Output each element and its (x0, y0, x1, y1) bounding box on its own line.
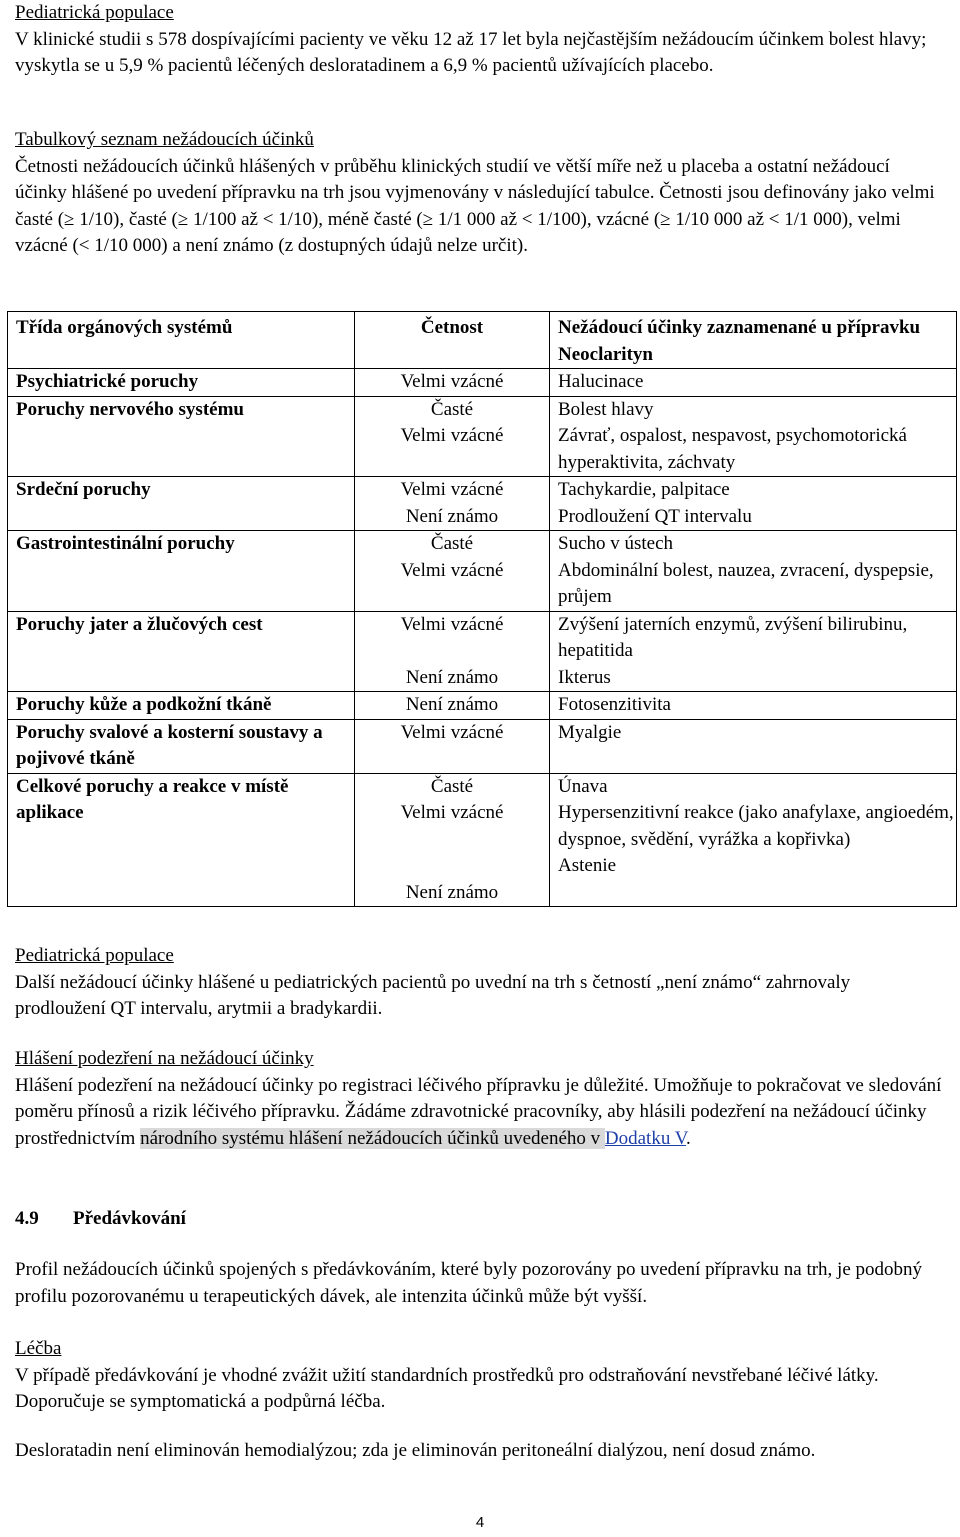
adverse-effects-table (7, 311, 957, 907)
frequency-cell (355, 719, 550, 773)
section-heading: Tabulkový seznam nežádoucích účinků (15, 129, 314, 150)
header-effects: Nežádoucí účinky zaznamenané u přípravku Neoclarityn (550, 312, 957, 369)
section-heading: Hlášení podezření na nežádoucí účinky (15, 1048, 314, 1069)
effect-value: Abdominální bolest, nauzea, zvracení, dyspepsie, průjem (558, 559, 934, 607)
frequency-value: Velmi vzácné (400, 721, 504, 743)
effects-cell (550, 477, 957, 531)
frequency-value: Není známo (405, 694, 499, 715)
frequency-value: Časté (430, 398, 474, 420)
section-heading: Pediatrická populace (15, 945, 174, 966)
section-number: 4.9 (15, 1208, 39, 1229)
reporting-text: Hlášení podezření na nežádoucí účinky po registraci léčivého přípravku je důležité. Umožňuje to pokračovat ve sledování poměru přínosů a rizik léčivého přípravku. Žádáme zdravotnické pracovníky, aby hlásili podezření na nežádoucí účinky prostřednictvím (15, 1074, 942, 1149)
soc-cell: Poruchy nervového systému (8, 396, 355, 477)
soc-cell: Poruchy kůže a podkožní tkáně (8, 692, 355, 720)
effects-cell (550, 719, 957, 773)
paragraph: Četnosti nežádoucích účinků hlášených v průběhu klinických studií ve větší míře než u placeba a ostatní nežádoucí účinky hlášené po uvedení přípravku na trh jsou vyjmenovány v následující tabulce. Četnosti jsou definovány jako velmi časté (≥ 1/10), časté (≥ 1/100 až < 1/10), méně časté (≥ 1/1 000 až < 1/100), vzácné (≥ 1/10 000 až < 1/1 000), velmi vzácné (< 1/10 000) a není známo (z dostupných údajů nelze určit). (15, 155, 935, 256)
frequency-value: Velmi vzácné (400, 425, 504, 446)
pediatric-section-2 (15, 943, 945, 1023)
section-4-9 (15, 1206, 945, 1233)
table-row (8, 477, 957, 531)
frequency-cell (355, 396, 550, 477)
frequency-cell (355, 531, 550, 612)
overdose-profile (15, 1257, 945, 1310)
table-row (8, 396, 957, 477)
header-soc: Třída orgánových systémů (8, 312, 355, 369)
effect-value: Tachykardie, palpitace (558, 479, 730, 500)
reporting-section (15, 1046, 945, 1152)
effect-value: Fotosenzitivita (558, 694, 671, 715)
effects-cell (550, 773, 957, 907)
effect-value: Hypersenzitivní reakce (jako anafylaxe, angioedém, dyspnoe, svědění, vyrážka a kopřivka) (558, 802, 954, 850)
frequency-value: Velmi vzácné (400, 479, 504, 500)
tabular-list-section (15, 127, 945, 260)
frequency-value: Časté (430, 775, 474, 797)
frequency-spacer (355, 853, 549, 880)
frequency-value: Není známo (405, 881, 499, 903)
effects-cell (550, 369, 957, 397)
frequency-cell (355, 369, 550, 397)
table-row (8, 531, 957, 612)
table-row (8, 773, 957, 907)
effects-cell (550, 396, 957, 477)
effect-value: Myalgie (558, 721, 622, 743)
effect-value: Závrať, ospalost, nespavost, psychomotorická hyperaktivita, záchvaty (558, 425, 907, 473)
effect-value: Ikterus (558, 666, 611, 688)
effects-cell (550, 692, 957, 720)
section-title (15, 1206, 945, 1233)
treatment-section (15, 1336, 945, 1416)
paragraph: Profil nežádoucích účinků spojených s předávkováním, které byly pozorovány po uvedení přípravku na trh, je podobný profilu pozorovanému u terapeutických dávek, ale intenzita účinků může být vyšší. (15, 1259, 923, 1307)
paragraph (15, 1073, 945, 1153)
frequency-value: Není známo (405, 666, 499, 688)
table-header-row (8, 312, 957, 369)
table-row (8, 611, 957, 692)
table-row (8, 369, 957, 397)
effect-value: Astenie (558, 855, 617, 876)
table-row (8, 692, 957, 720)
paragraph: V případě předávkování je vhodné zvážit užití standardních prostředků pro odstraňování nevstřebané léčivé látky. Doporučuje se symptomatická a podpůrná léčba. (15, 1364, 879, 1412)
section-heading: Léčba (15, 1338, 62, 1359)
frequency-value: Velmi vzácné (400, 802, 504, 823)
effects-cell (550, 611, 957, 692)
table-row (8, 719, 957, 773)
paragraph: Desloratadin není eliminován hemodialýzou; zda je eliminován peritoneální dialýzou, není dosud známo. (15, 1440, 816, 1461)
effect-value: Zvýšení jaterních enzymů, zvýšení bilirubinu, hepatitida (558, 613, 908, 661)
section-title-text: Předávkování (73, 1208, 186, 1229)
frequency-value: Velmi vzácné (400, 371, 504, 392)
appendix-v-link[interactable]: Dodatku V (604, 1127, 687, 1149)
effect-value: Sucho v ústech (558, 533, 674, 554)
effect-value: Halucinace (558, 371, 644, 392)
frequency-spacer (355, 638, 549, 665)
frequency-value: Časté (430, 533, 474, 554)
frequency-cell (355, 692, 550, 720)
page-number: 4 (475, 1514, 485, 1531)
highlighted-text: národního systému hlášení nežádoucích účinků uvedeného v (140, 1127, 605, 1149)
frequency-cell (355, 611, 550, 692)
frequency-value: Velmi vzácné (400, 559, 504, 581)
paragraph: V klinické studii s 578 dospívajícími pacienty ve věku 12 až 17 let byla nejčastějším nežádoucím účinkem bolest hlavy; vyskytla se u 5,9 % pacientů léčených desloratadinem a 6,9 % pacientů užívajících placebo. (15, 28, 927, 76)
soc-cell: Psychiatrické poruchy (8, 369, 355, 397)
effects-cell (550, 531, 957, 612)
effect-value: Únava (558, 775, 608, 797)
pediatric-section-1 (15, 0, 945, 80)
soc-cell: Celkové poruchy a reakce v místě aplikace (8, 773, 355, 907)
section-heading: Pediatrická populace (15, 2, 174, 23)
frequency-value: Není známo (405, 505, 499, 527)
soc-cell: Poruchy svalové a kosterní soustavy a pojivové tkáně (8, 719, 355, 773)
frequency-spacer (355, 827, 549, 854)
frequency-value: Velmi vzácné (400, 613, 504, 635)
frequency-cell (355, 773, 550, 907)
header-frequency: Četnost (355, 312, 550, 369)
paragraph: Další nežádoucí účinky hlášené u pediatrických pacientů po uvední na trh s četností „není známo“ zahrnovaly prodloužení QT intervalu, arytmii a bradykardii. (15, 971, 851, 1019)
dialysis-section (15, 1438, 945, 1465)
soc-cell: Gastrointestinální poruchy (8, 531, 355, 612)
soc-cell: Poruchy jater a žlučových cest (8, 611, 355, 692)
frequency-cell (355, 477, 550, 531)
effect-value: Prodloužení QT intervalu (558, 505, 752, 527)
soc-cell: Srdeční poruchy (8, 477, 355, 531)
effect-value: Bolest hlavy (558, 398, 654, 420)
reporting-end: . (686, 1127, 691, 1149)
